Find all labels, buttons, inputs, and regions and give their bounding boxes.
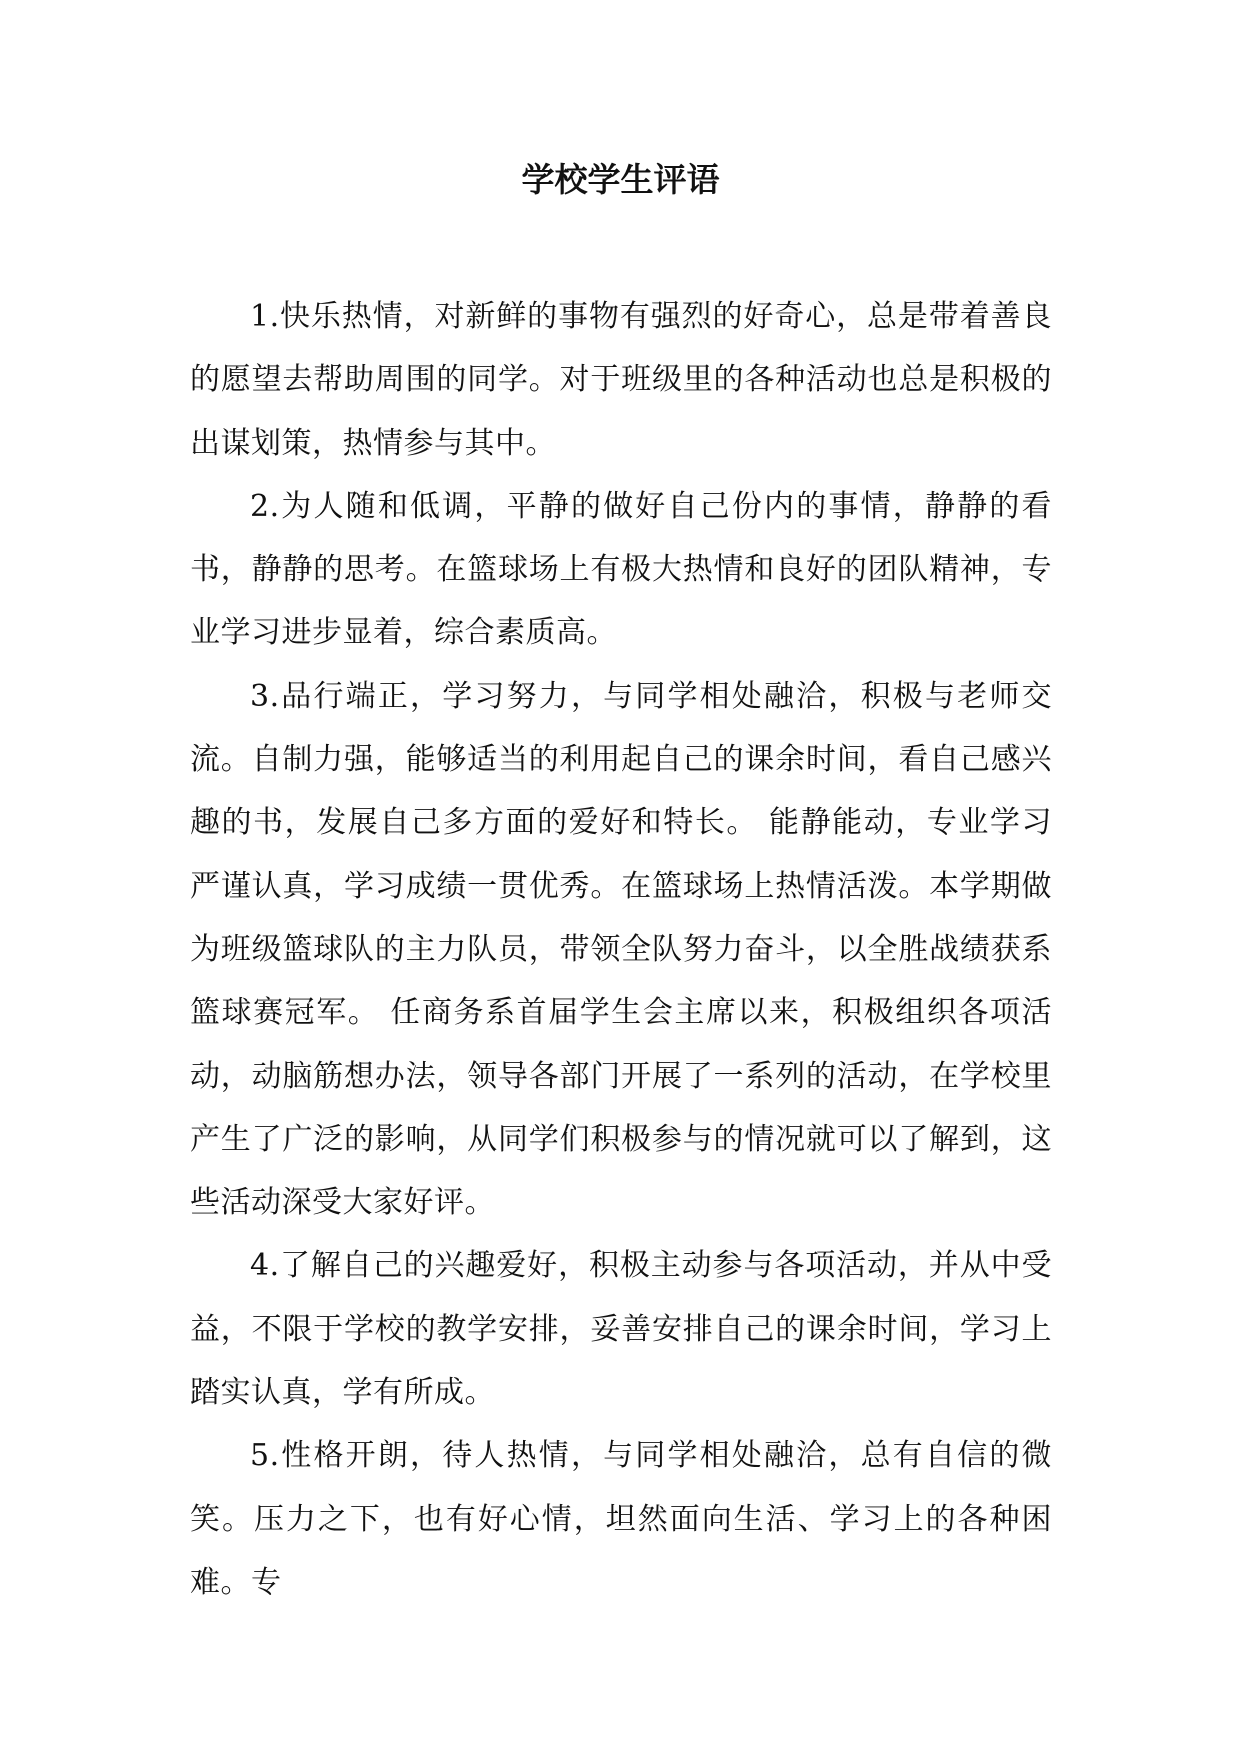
document-body: [190, 285, 1052, 1754]
comment-paragraph-4: 4.了解自己的兴趣爱好，积极主动参与各项活动，并从中受益，不限于学校的教学安排，妥善安排自己的课余时间，学习上踏实认真，学有所成。: [190, 1248, 1052, 1411]
comment-paragraph-2: 2.为人随和低调，平静的做好自己份内的事情，静静的看书，静静的思考。在篮球场上有极大热情和良好的团队精神，专业学习进步显着，综合素质高。: [190, 488, 1052, 651]
document-title: 学校学生评语: [521, 160, 720, 199]
comment-paragraph-1: 1.快乐热情，对新鲜的事物有强烈的好奇心，总是带着善良的愿望去帮助周围的同学。对于班级里的各种活动也总是积极的出谋划策，热情参与其中。: [190, 299, 1052, 461]
comment-paragraph-5: 5.性格开朗，待人热情，与同学相处融洽，总有自信的微笑。压力之下，也有好心情，坦然面向生活、学习上的各种困难。专: [190, 1438, 1052, 1600]
comment-paragraph-3: 3.品行端正，学习努力，与同学相处融洽，积极与老师交流。自制力强，能够适当的利用起自己的课余时间，看自己感兴趣的书，发展自己多方面的爱好和特长。 能静能动，专业学习严谨认真，学习成绩一贯优秀。在篮球场上热情活泼。本学期做为班级篮球队的主力队员，带领全队努力奋斗，以全胜战绩获系篮球赛冠军。 任商务系首届学生会主席以来，积极组织各项活动，动脑筋想办法，领导各部门开展了一系列的活动，在学校里产生了广泛的影响，从同学们积极参与的情况就可以了解到，这些活动深受大家好评。: [190, 678, 1052, 1221]
